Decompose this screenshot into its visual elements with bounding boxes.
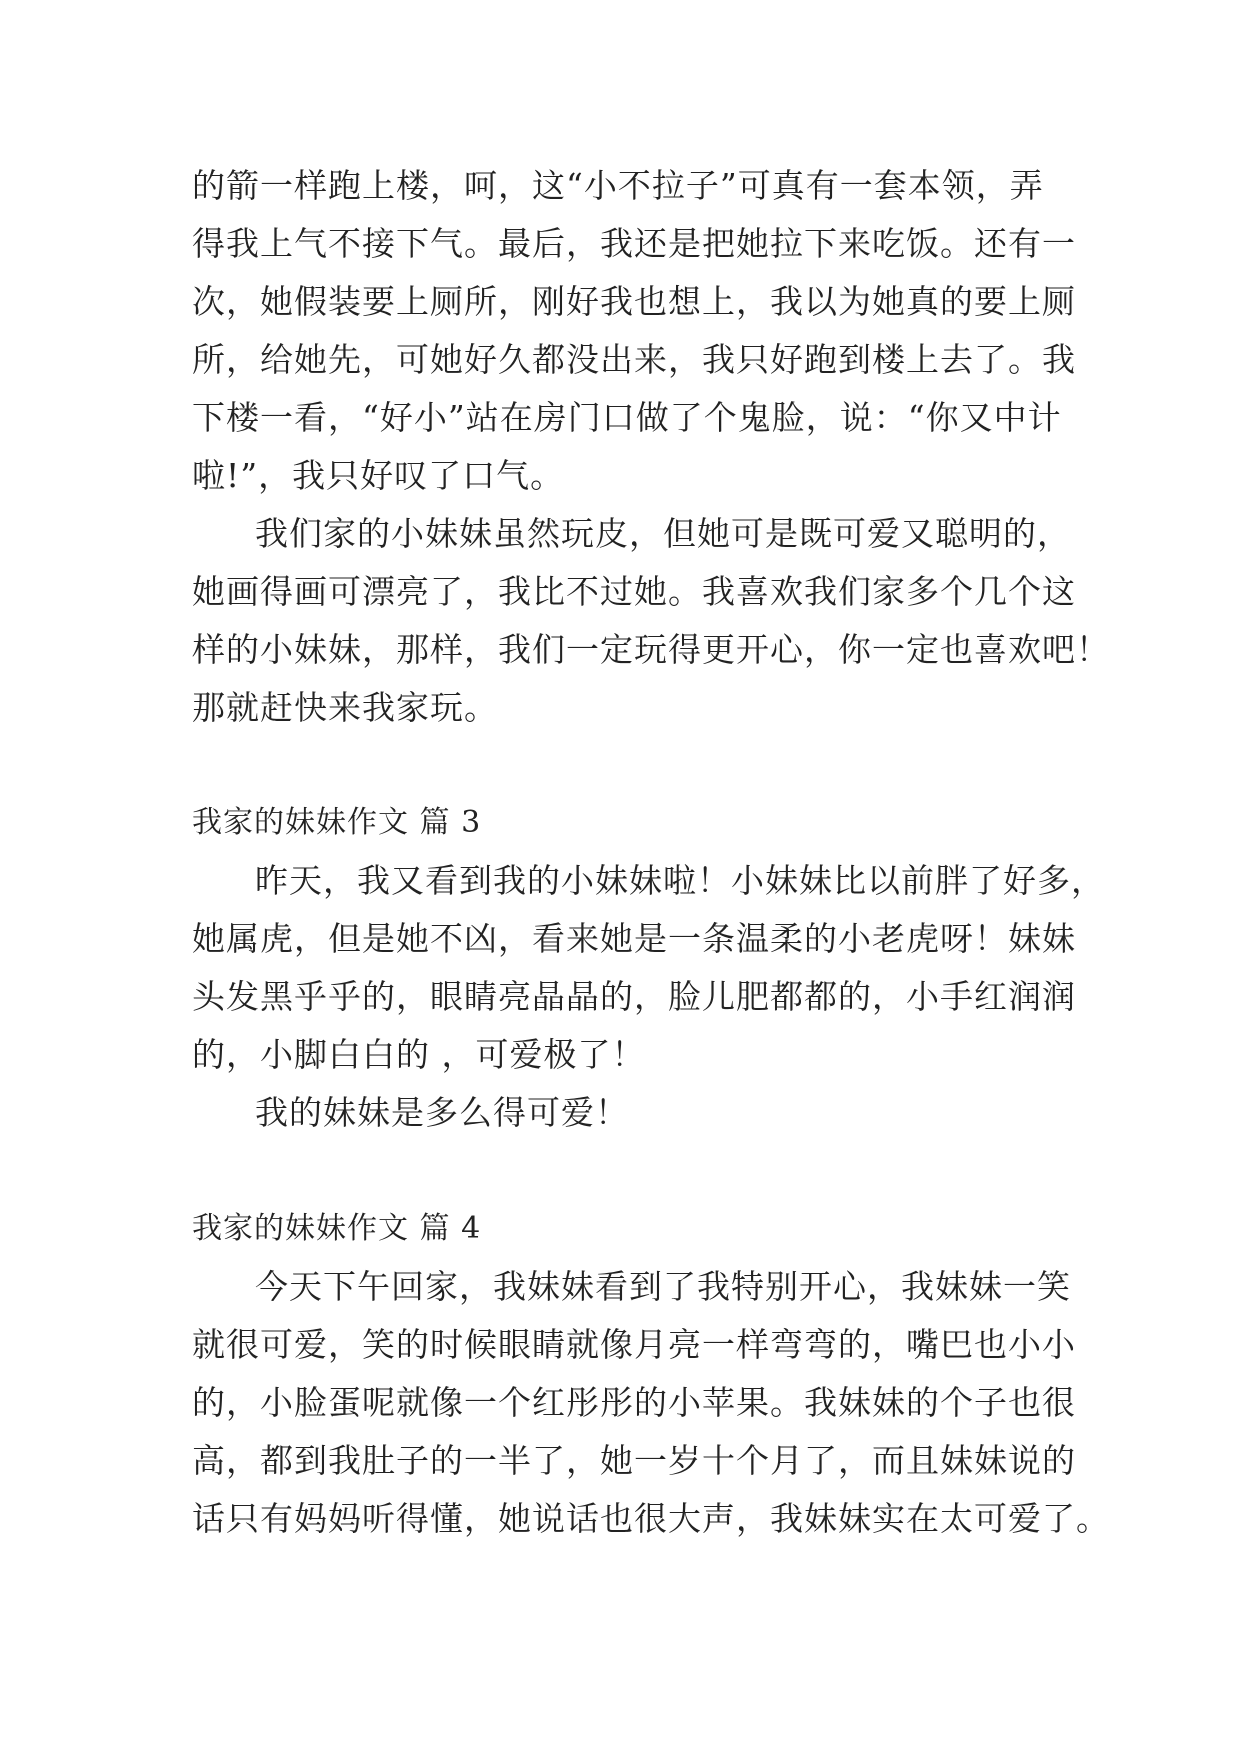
paragraph-line: 样的小妹妹，那样，我们一定玩得更开心，你一定也喜欢吧！ <box>192 630 1110 669</box>
paragraph-line: 得我上气不接下气。最后，我还是把她拉下来吃饭。还有一 <box>192 224 1076 263</box>
paragraph-line: 今天下午回家，我妹妹看到了我特别开心，我妹妹一笑 <box>255 1267 1071 1306</box>
section-heading: 我家的妹妹作文 篇 4 <box>192 1211 482 1246</box>
section-heading: 我家的妹妹作文 篇 3 <box>192 805 482 840</box>
paragraph-line: 话只有妈妈听得懂，她说话也很大声，我妹妹实在太可爱了。 <box>192 1499 1110 1538</box>
paragraph-line: 我的妹妹是多么得可爱！ <box>255 1093 629 1132</box>
paragraph-line: 她属虎，但是她不凶，看来她是一条温柔的小老虎呀！妹妹 <box>192 919 1076 958</box>
paragraph-line: 的，小脸蛋呢就像一个红彤彤的小苹果。我妹妹的个子也很 <box>192 1383 1076 1422</box>
paragraph-line: 头发黑乎乎的，眼睛亮晶晶的，脸儿肥都都的，小手红润润 <box>192 977 1076 1016</box>
paragraph-line: 昨天，我又看到我的小妹妹啦！小妹妹比以前胖了好多， <box>255 861 1105 900</box>
paragraph-line: 下楼一看，“好小”站在房门口做了个鬼脸，说：“你又中计 <box>192 398 1062 437</box>
paragraph-line: 我们家的小妹妹虽然玩皮，但她可是既可爱又聪明的， <box>255 514 1071 553</box>
paragraph-line: 就很可爱，笑的时候眼睛就像月亮一样弯弯的，嘴巴也小小 <box>192 1325 1076 1364</box>
paragraph-line: 高，都到我肚子的一半了，她一岁十个月了，而且妹妹说的 <box>192 1441 1076 1480</box>
paragraph-line: 的，小脚白白的 ，可爱极了！ <box>192 1035 646 1074</box>
paragraph-line: 所，给她先，可她好久都没出来，我只好跑到楼上去了。我 <box>192 340 1076 379</box>
paragraph-line: 那就赶快来我家玩。 <box>192 688 498 727</box>
paragraph-line: 啦!”，我只好叹了口气。 <box>192 456 565 495</box>
paragraph-line: 次，她假装要上厕所，刚好我也想上，我以为她真的要上厕 <box>192 282 1076 321</box>
paragraph-line: 她画得画可漂亮了，我比不过她。我喜欢我们家多个几个这 <box>192 572 1076 611</box>
paragraph-line: 的箭一样跑上楼，呵，这“小不拉子”可真有一套本领，弄 <box>192 166 1044 205</box>
